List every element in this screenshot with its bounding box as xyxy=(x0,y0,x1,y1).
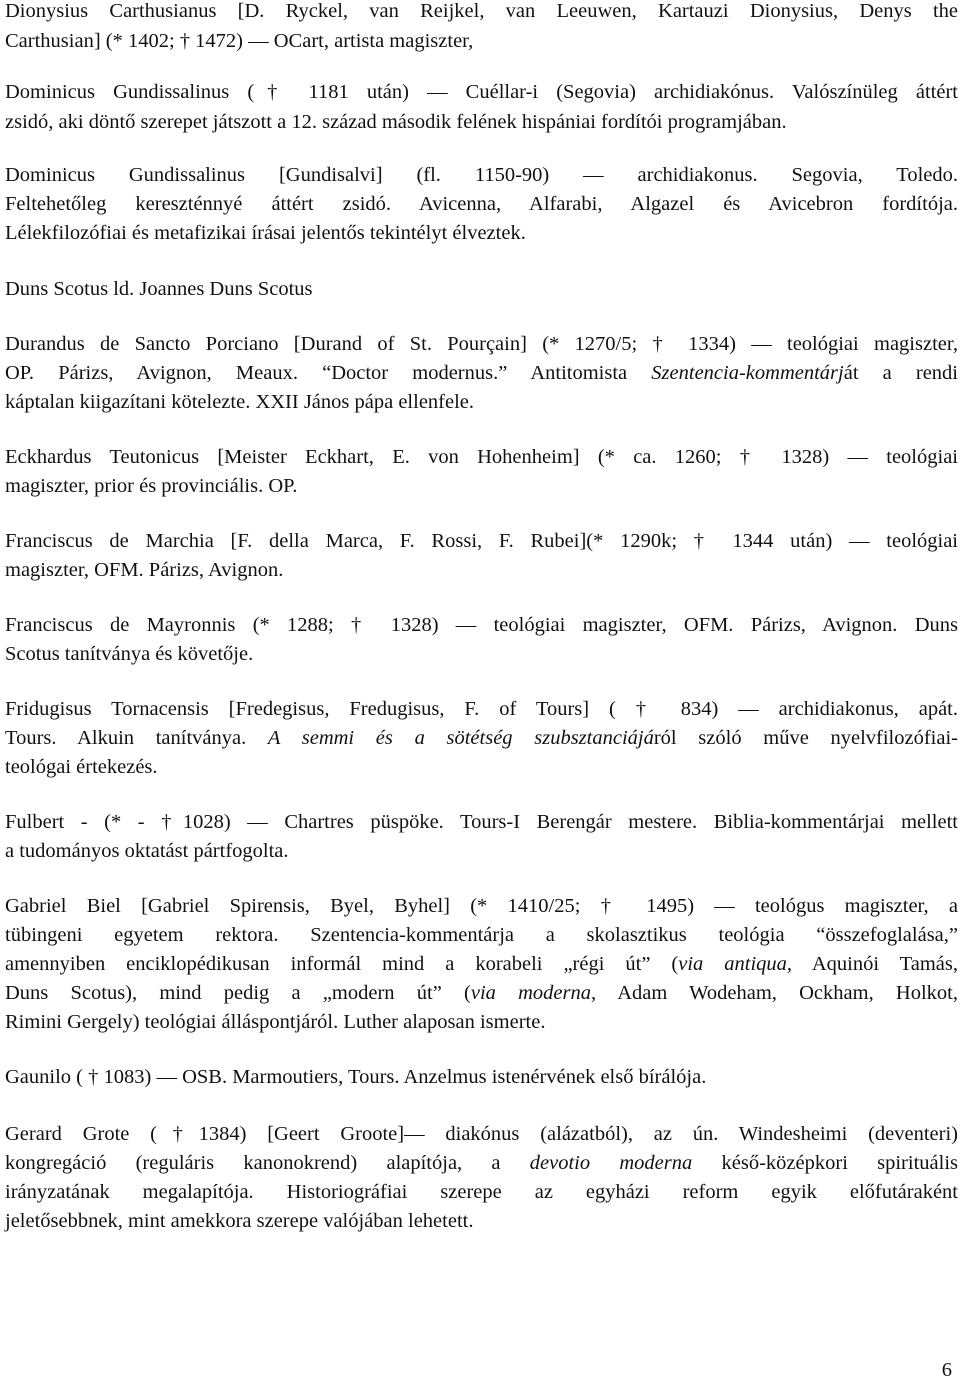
text-line xyxy=(5,193,958,216)
italic-text: devotio moderna xyxy=(529,1152,693,1174)
text-segment: Adam Wodeham, Ockham, Holkot, xyxy=(596,982,958,1004)
text-segment: zsidó, aki döntő szerepet játszott a 12. század második felének hispániai fordítói programjában. xyxy=(5,111,787,133)
text-line xyxy=(5,924,958,947)
text-segment: jeletősebbnek, mint amekkora szerepe valójában lehetett. xyxy=(5,1210,474,1232)
text-segment: Gaunilo ( † 1083) — OSB. Marmoutiers, Tours. Anzelmus istenérvének első bírálója. xyxy=(5,1066,707,1088)
text-segment: Duns Scotus ld. Joannes Duns Scotus xyxy=(5,278,313,300)
text-segment: Carthusian] (* 1402; † 1472) — OCart, artista magiszter, xyxy=(5,30,474,52)
text-segment: Feltehetőleg kereszténnyé áttért zsidó. Avicenna, Alfarabi, Algazel és Avicebron fordítója. xyxy=(5,193,958,215)
text-line xyxy=(5,643,253,666)
text-segment: magiszter, prior és provinciális. OP. xyxy=(5,475,298,497)
text-line xyxy=(5,111,787,134)
text-segment: Fulbert - (* - †1028) — Chartres püspöke. Tours-I Berengár mestere. Biblia-kommentárjai mellett xyxy=(5,811,958,833)
text-segment: Fridugisus Tornacensis [Fredegisus, Fredugisus, F. of Tours] ( † 834) — archidiakonus, apát. xyxy=(5,698,958,720)
text-segment: a tudományos oktatást pártfogolta. xyxy=(5,840,289,862)
text-line xyxy=(5,1123,958,1146)
text-segment: Eckhardus Teutonicus [Meister Eckhart, E. von Hohenheim] (* ca. 1260; † 1328) — teológiai xyxy=(5,446,958,468)
text-segment: Gabriel Biel [Gabriel Spirensis, Byel, Byhel] (* 1410/25; † 1495) — teológus magiszter, a xyxy=(5,895,958,917)
text-line xyxy=(5,333,958,356)
text-line xyxy=(5,278,313,301)
text-segment: Dionysius Carthusianus [D. Ryckel, van Reijkel, van Leeuwen, Kartauzi Dionysius, Denys the xyxy=(5,0,958,22)
text-segment: Rimini Gergely) teológiai álláspontjáról. Luther alaposan ismerte. xyxy=(5,1011,546,1033)
text-segment: Scotus tanítványa és követője. xyxy=(5,643,254,665)
text-line xyxy=(5,1011,545,1034)
text-line xyxy=(5,222,526,245)
text-line xyxy=(5,0,958,23)
text-line xyxy=(5,164,958,187)
text-segment: Duns Scotus), mind pedig a „modern út” ( xyxy=(5,982,471,1004)
text-segment: amennyiben enciklopédikusan informál mind a korabeli „régi út” ( xyxy=(5,953,679,975)
text-segment: ról szóló műve nyelvfilozófiai- xyxy=(653,727,958,749)
text-segment: káptalan kiigazítani kötelezte. XXII János pápa ellenfele. xyxy=(5,391,475,413)
text-segment: Aquinói Tamás, xyxy=(792,953,959,975)
text-line xyxy=(5,727,958,750)
text-line xyxy=(5,1181,958,1204)
italic-text: via moderna, xyxy=(470,982,597,1004)
text-segment: Gerard Grote (†1384) [Geert Groote]— diakónus (alázatból), az ún. Windesheimi (deventeri) xyxy=(5,1123,958,1145)
text-line xyxy=(5,1152,958,1175)
text-line xyxy=(5,446,958,469)
text-segment: Lélekfilozófiai és metafizikai írásai jelentős tekintélyt élveztek. xyxy=(5,222,526,244)
text-line xyxy=(5,362,958,385)
text-segment: magiszter, OFM. Párizs, Avignon. xyxy=(5,559,284,581)
page-number: 6 xyxy=(941,1359,952,1381)
text-line xyxy=(5,1066,706,1089)
text-line xyxy=(5,698,958,721)
text-segment: irányzatának megalapítója. Historiográfiai szerepe az egyházi reform egyik előfutáraként xyxy=(5,1181,958,1203)
text-line xyxy=(5,391,474,414)
text-line xyxy=(5,756,158,779)
text-line xyxy=(5,982,958,1005)
text-segment: Tours. Alkuin tanítványa. xyxy=(5,727,268,749)
text-segment: Franciscus de Marchia [F. della Marca, F. Rossi, F. Rubei](* 1290k; † 1344 után) — teológiai xyxy=(5,530,958,552)
text-segment: tübingeni egyetem rektora. Szentencia-kommentárja a skolasztikus teológia “összefoglalása,” xyxy=(5,924,958,946)
text-line xyxy=(5,811,958,834)
text-line xyxy=(5,475,297,498)
italic-text: via antiqua, xyxy=(678,953,793,975)
italic-text: A semmi és a sötétség szubsztanciájá xyxy=(267,727,654,749)
text-line xyxy=(5,953,958,976)
text-segment: késő-középkori spirituális xyxy=(692,1152,958,1174)
text-segment: teológai értekezés. xyxy=(5,756,158,778)
text-segment: Franciscus de Mayronnis (* 1288; † 1328) — teológiai magiszter, OFM. Párizs, Avignon. Duns xyxy=(5,614,958,636)
text-segment: át a rendi xyxy=(843,362,959,384)
text-line xyxy=(5,840,289,863)
text-line xyxy=(5,530,958,553)
text-segment: Dominicus Gundissalinus († 1181 után) — Cuéllar-i (Segovia) archidiakónus. Valószínüleg áttért xyxy=(5,81,958,103)
text-segment: Durandus de Sancto Porciano [Durand of St. Pourçain] (* 1270/5; † 1334) — teológiai magiszter, xyxy=(5,333,958,355)
text-line xyxy=(5,895,958,918)
text-line xyxy=(5,559,283,582)
text-line xyxy=(5,1210,473,1233)
text-segment: Dominicus Gundissalinus [Gundisalvi] (fl. 1150-90) — archidiakonus. Segovia, Toledo. xyxy=(5,164,958,186)
text-line xyxy=(5,30,473,53)
text-segment: OP. Párizs, Avignon, Meaux. “Doctor modernus.” Antitomista xyxy=(5,362,652,384)
text-segment: kongregáció (reguláris kanonokrend) alapítója, a xyxy=(5,1152,530,1174)
text-line xyxy=(5,81,958,104)
text-line xyxy=(5,614,958,637)
italic-text: Szentencia-kommentárj xyxy=(651,362,844,384)
